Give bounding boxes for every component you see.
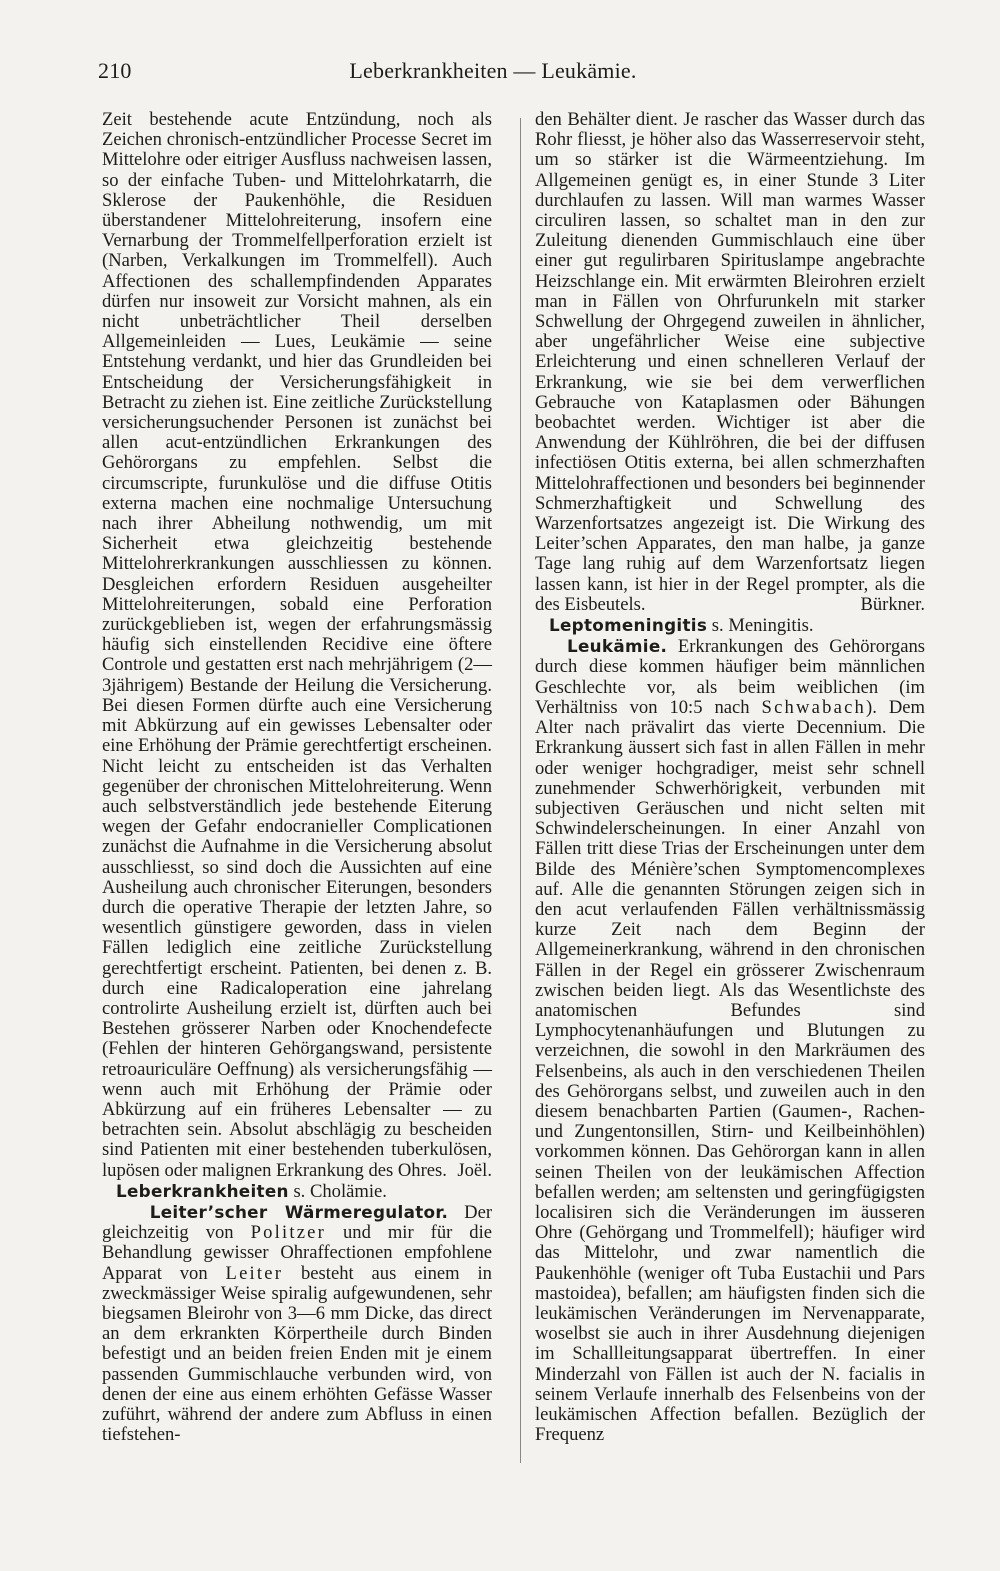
author-signature: Bürkner. [860, 593, 925, 615]
running-title: Leberkrankheiten — Leukämie. [349, 58, 637, 83]
lemma-heading: Leberkrankheiten [115, 1180, 289, 1201]
person-name: Leiter [225, 1262, 284, 1284]
cross-reference: s. Cholämie. [288, 1180, 387, 1202]
entry-text: ). Dem Alter nach prävalirt das vierte Decennium. Die Erkrankung äussert sich fast in allen Fällen in mehr oder weniger hochgradiger, meist sehr schnell zunehmender Schwerhörigkeit, verbunden mit subjectiven Geräuschen und nicht selten mit Schwindelerscheinungen. In einer Anzahl von Fällen tritt diese Trias der Erscheinungen unter dem Bilde des Ménière’schen Symptomencomplexes auf. Alle die genannten Störungen zeigen sich in den acut verlaufenden Fällen verhältnissmässig kurze Zeit nach dem Beginn der Allgemeinerkrankung, während in den chronischen Fällen in der Regel ein grösserer Zwischenraum zwischen beiden liegt. Als das Wesentlichste des anatomischen Befundes sind Lymphocytenanhäufungen und Blutungen zu verzeichnen, die sowohl in den Markräumen des Felsenbeins, als auch in den verschiedenen Theilen des Gehörorgans selbst, und zuweilen auch in den diesem benachbarten Partien (Gaumen-, Rachen- und Zungentonsillen, Stirn- und Keilbeinhöhlen) vorkommen können. Das Gehörorgan kann in allen seinen Theilen von der leukämischen Affection befallen werden; am seltensten und geringfügigsten localisiren sich die Veränderungen im äusseren Ohre (Gehörgang und Trommelfell); häufiger wird das Mittelohr, und zwar namentlich die Paukenhöhle (weniger oft Tuba Eustachii und Pars mastoidea), befallen; am häufigsten finden sich die leukämischen Veränderungen im Nervenapparate, woselbst sie auch in ihrer Ausdehnung diejenigen im Schallleitungsapparat übertreffen. In einer Minderzahl von Fällen ist auch der N. facialis in seinem Verlaufe innerhalb des Felsenbeins von der leukämischen Affection befallen. Bezüglich der Frequenz [535, 696, 925, 1446]
person-name: Schwabach [761, 696, 867, 718]
page-number: 210 [98, 58, 132, 83]
column-divider [520, 118, 521, 1463]
author-signature: Joël. [457, 1159, 492, 1181]
paragraph-insurance-ear [102, 110, 492, 1181]
lemma-heading: Leukämie. [566, 636, 668, 657]
lemma-heading: Leiter’scher Wärmeregulator. [149, 1201, 449, 1222]
entry-text: und mir für die Behandlung gewisser Ohraffectionen empfohlene Apparat von [102, 1222, 493, 1284]
entry-leptomeningitis [535, 615, 925, 636]
entry-text: besteht aus einem in zweckmässiger Weise spiralig aufgewundenen, sehr biegsamen Bleirohr von 3—6 mm Dicke, das direct an dem erkrankten Körpertheile durch Binden befestigt und an beiden freien Enden mit je einem passenden Gummischlauche verbunden wird, von denen der eine aus einem erhöhten Gefässe Wasser zuführt, während der andere zum Abfluss in einen tiefstehen- [102, 1262, 492, 1446]
paragraph-text: Zeit bestehende acute Entzündung, noch als Zeichen chronisch-entzündlicher Processe Secret im Mittelohre oder eitriger Ausfluss nachweisen lassen, so der einfache Tuben- und Mittelohrkatarrh, die Sklerose der Paukenhöhle, die Residuen überstandener Mittelohreiterung, insofern eine Vernarbung der Trommelfellperforation erzielt ist (Narben, Verkalkungen im Trommelfell). Auch Affectionen des schallempfindenden Apparates dürfen nur insoweit zur Vorsicht mahnen, als ein nicht unbeträchtlicher Theil derselben Allgemeinleiden — Lues, Leukämie — seine Entstehung verdankt, und hier das Grundleiden bei Entscheidung der Versicherungsfähigkeit in Betracht zu ziehen ist. Eine zeitliche Zurückstellung versicherungsuchender Personen ist zunächst bei allen acut-entzündlichen Erkrankungen des Gehörorgans zu empfehlen. Selbst die circumscripte, furunkulöse und die diffuse Otitis externa machen eine nochmalige Untersuchung nach ihrer Abheilung nothwendig, um mit Sicherheit etwa gleichzeitig bestehende Mittelohrerkrankungen ausschliessen zu können. Desgleichen erfordern Residuen ausgeheilter Mittelohreiterungen, sobald eine Perforation zurückgeblieben ist, wegen der erfahrungsmässig häufig sich einstellenden Recidive eine öftere Controle und gestatten erst nach mehrjährigem (2—3jährigem) Bestande der Heilung die Versicherung. Bei diesen Formen dürfte auch eine Versicherung mit Abkürzung auf ein gewisses Lebensalter oder eine Erhöhung der Prämie gerechtfertigt erscheinen. Nicht leicht zu entscheiden ist das Verhalten gegenüber der chronischen Mittelohreiterung. Wenn auch selbstverständlich jede bestehende Eiterung wegen der Gefahr endocranieller Complicationen zunächst die Aufnahme in die Versicherung absolut ausschliesst, so sind doch die Aussichten auf eine Ausheilung auch chronischer Eiterungen, besonders durch die operative Therapie der letzten Jahre, so wesentlich günstigere geworden, dass in vielen Fällen lediglich eine zeitliche Zurückstellung gerechtfertigt erscheint. Patienten, bei denen z. B. durch eine Radicaloperation eine jahrelang controlirte Ausheilung erzielt ist, dürften auch bei Bestehen grösserer Narben oder Knochendefecte (Fehlen der hinteren Gehörgangswand, persistente retroauriculäre Oeffnung) als versicherungsfähig — wenn auch mit Erhöhung der Prämie oder Abkürzung auf ein früheres Lebensalter — zu betrachten sein. Absolut abschlägig zu bescheiden sind Patienten mit einer bestehenden tuberkulösen, lupösen oder malignen Erkrankung des Ohres. [102, 109, 492, 1181]
entry-text: Erkrankungen des Gehörorgans durch diese kommen häufiger beim männlichen Geschlechte vor, als beim weiblichen (im Verhältniss von 10:5 nach [535, 636, 925, 718]
left-column [102, 110, 492, 1445]
entry-leukaemie [535, 636, 925, 1445]
entry-leberkrankheiten [102, 1181, 492, 1202]
cross-reference: s. Meningitis. [707, 615, 814, 637]
person-name: Politzer [250, 1222, 327, 1244]
entry-text: Der gleichzeitig von [102, 1201, 493, 1244]
entry-leiter-waermeregulator [102, 1202, 492, 1445]
paragraph-text: den Behälter dient. Je rascher das Wasser durch das Rohr fliesst, je höher also das Wasserreservoir steht, um so stärker ist die Wärmeentziehung. Im Allgemeinen genügt es, in einer Stunde 3 Liter durchlaufen zu lassen. Will man warmes Wasser circuliren lassen, so schaltet man in den zur Zuleitung dienenden Gummischlauch eine über einer gut regulirbaren Spirituslampe angebrachte Heizschlange ein. Mit erwärmten Bleirohren erzielt man in Fällen von Ohrfurunkeln mit starker Schwellung der Ohrgegend zuweilen in ähnlicher, aber ungefährlicher Weise eine subjective Erleichterung und einen schnelleren Verlauf der Erkrankung, wie sie bei dem verwerflichen Gebrauche von Kataplasmen oder Bähungen beobachtet werden. Wichtiger ist aber die Anwendung der Kühlröhren, die bei der diffusen infectiösen Otitis externa, bei allen schmerzhaften Mittelohraffectionen und besonders bei beginnender Schmerzhaftigkeit und Schwellung des Warzenfortsatzes angezeigt ist. Die Wirkung des Leiter’schen Apparates, den man halbe, ja ganze Tage lang ruhig auf dem Warzenfortsatz liegen lassen kann, ist hier in der Regel prompter, als die des Eisbeutels. [535, 109, 925, 615]
paragraph-continuation [535, 110, 925, 615]
lemma-heading: Leptomeningitis [548, 615, 708, 636]
right-column [535, 110, 925, 1445]
running-head [98, 58, 888, 92]
